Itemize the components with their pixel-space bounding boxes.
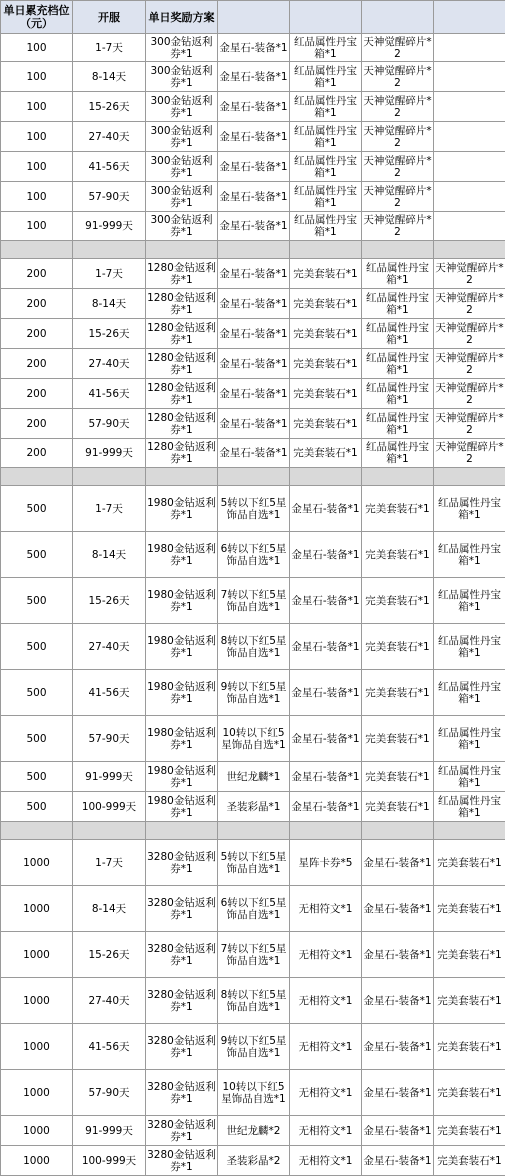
- reward-cell-5: 天神觉醒碎片*2: [434, 379, 505, 409]
- reward-cell-1: 1280金钻返利券*1: [146, 379, 218, 409]
- separator-cell: [218, 468, 290, 486]
- reward-cell-5: [434, 92, 505, 122]
- reward-cell-2: 7转以下红5星饰品自选*1: [218, 932, 290, 978]
- reward-cell-5: 红品属性丹宝箱*1: [434, 624, 505, 670]
- reward-cell-2: 5转以下红5星饰品自选*1: [218, 840, 290, 886]
- period-cell: 57-90天: [73, 1070, 146, 1116]
- reward-cell-1: 1280金钻返利券*1: [146, 439, 218, 468]
- reward-cell-2: 9转以下红5星饰品自选*1: [218, 670, 290, 716]
- reward-cell-4: 红品属性丹宝箱*1: [362, 439, 434, 468]
- reward-cell-2: 金星石-装备*1: [218, 259, 290, 289]
- table-row: [1, 1146, 505, 1176]
- table-row: [1, 578, 505, 624]
- reward-cell-3: 金星石-装备*1: [290, 762, 362, 792]
- reward-cell-3: 金星石-装备*1: [290, 486, 362, 532]
- table-row: [1, 182, 505, 212]
- tier-cell: 500: [1, 670, 73, 716]
- reward-cell-1: 300金钻返利券*1: [146, 212, 218, 241]
- tier-cell: 1000: [1, 886, 73, 932]
- reward-cell-1: 1980金钻返利券*1: [146, 486, 218, 532]
- table-row: [1, 978, 505, 1024]
- reward-cell-3: 无相符文*1: [290, 1024, 362, 1070]
- table-row: [1, 886, 505, 932]
- reward-cell-3: 金星石-装备*1: [290, 716, 362, 762]
- reward-cell-5: 完美套装石*1: [434, 1146, 505, 1176]
- header-recharge-tier: 单日累充档位（元）: [1, 1, 73, 34]
- reward-cell-2: 金星石-装备*1: [218, 212, 290, 241]
- table-row: [1, 259, 505, 289]
- separator-cell: [362, 822, 434, 840]
- reward-cell-1: 1980金钻返利券*1: [146, 792, 218, 822]
- reward-cell-5: 红品属性丹宝箱*1: [434, 716, 505, 762]
- reward-cell-1: 1980金钻返利券*1: [146, 670, 218, 716]
- period-cell: 100-999天: [73, 1146, 146, 1176]
- reward-cell-2: 金星石-装备*1: [218, 92, 290, 122]
- reward-cell-5: 完美套装石*1: [434, 886, 505, 932]
- separator-cell: [73, 468, 146, 486]
- reward-cell-4: 天神觉醒碎片*2: [362, 62, 434, 92]
- reward-cell-3: 星阵卡券*5: [290, 840, 362, 886]
- table-row: [1, 122, 505, 152]
- table-row: [1, 92, 505, 122]
- separator-cell: [73, 822, 146, 840]
- reward-cell-2: 金星石-装备*1: [218, 152, 290, 182]
- separator-cell: [146, 822, 218, 840]
- reward-cell-4: 红品属性丹宝箱*1: [362, 259, 434, 289]
- reward-cell-3: 完美套装石*1: [290, 289, 362, 319]
- header-reward-plan: 单日奖励方案: [146, 1, 218, 34]
- reward-cell-4: 完美套装石*1: [362, 792, 434, 822]
- separator-cell: [218, 822, 290, 840]
- separator-cell: [290, 822, 362, 840]
- reward-cell-4: 金星石-装备*1: [362, 1024, 434, 1070]
- reward-cell-1: 1980金钻返利券*1: [146, 532, 218, 578]
- reward-cell-5: 天神觉醒碎片*2: [434, 319, 505, 349]
- separator-cell: [218, 241, 290, 259]
- reward-cell-5: [434, 212, 505, 241]
- table-row: [1, 532, 505, 578]
- reward-cell-5: 红品属性丹宝箱*1: [434, 578, 505, 624]
- reward-cell-2: 6转以下红5星饰品自选*1: [218, 886, 290, 932]
- reward-cell-5: [434, 152, 505, 182]
- period-cell: 91-999天: [73, 1116, 146, 1146]
- period-cell: 15-26天: [73, 92, 146, 122]
- reward-cell-5: [434, 34, 505, 62]
- reward-cell-3: 完美套装石*1: [290, 409, 362, 439]
- tier-cell: 500: [1, 624, 73, 670]
- reward-cell-4: 红品属性丹宝箱*1: [362, 289, 434, 319]
- reward-cell-4: 完美套装石*1: [362, 486, 434, 532]
- reward-cell-3: 红品属性丹宝箱*1: [290, 122, 362, 152]
- reward-cell-2: 金星石-装备*1: [218, 182, 290, 212]
- reward-cell-1: 3280金钻返利券*1: [146, 886, 218, 932]
- period-cell: 91-999天: [73, 762, 146, 792]
- period-cell: 1-7天: [73, 486, 146, 532]
- separator-cell: [434, 241, 505, 259]
- table-row: [1, 762, 505, 792]
- reward-cell-2: 金星石-装备*1: [218, 439, 290, 468]
- reward-cell-1: 1980金钻返利券*1: [146, 716, 218, 762]
- tier-cell: 100: [1, 62, 73, 92]
- reward-cell-3: 红品属性丹宝箱*1: [290, 212, 362, 241]
- header-row: [1, 1, 505, 34]
- reward-cell-2: 7转以下红5星饰品自选*1: [218, 578, 290, 624]
- table-row: [1, 289, 505, 319]
- period-cell: 27-40天: [73, 978, 146, 1024]
- table-row: [1, 1116, 505, 1146]
- reward-cell-3: 红品属性丹宝箱*1: [290, 182, 362, 212]
- reward-cell-4: 金星石-装备*1: [362, 1070, 434, 1116]
- table-row: [1, 439, 505, 468]
- reward-cell-3: 金星石-装备*1: [290, 624, 362, 670]
- reward-cell-3: 红品属性丹宝箱*1: [290, 92, 362, 122]
- tier-cell: 500: [1, 762, 73, 792]
- reward-cell-1: 300金钻返利券*1: [146, 152, 218, 182]
- reward-cell-5: 红品属性丹宝箱*1: [434, 532, 505, 578]
- reward-cell-5: 完美套装石*1: [434, 1024, 505, 1070]
- reward-cell-3: 金星石-装备*1: [290, 792, 362, 822]
- reward-cell-1: 1980金钻返利券*1: [146, 624, 218, 670]
- period-cell: 8-14天: [73, 289, 146, 319]
- table-row: [1, 152, 505, 182]
- separator-cell: [434, 468, 505, 486]
- reward-cell-2: 9转以下红5星饰品自选*1: [218, 1024, 290, 1070]
- reward-cell-1: 1980金钻返利券*1: [146, 762, 218, 792]
- reward-cell-2: 圣装彩晶*1: [218, 792, 290, 822]
- reward-cell-3: 无相符文*1: [290, 1146, 362, 1176]
- reward-cell-4: 完美套装石*1: [362, 624, 434, 670]
- table-row: [1, 409, 505, 439]
- period-cell: 8-14天: [73, 886, 146, 932]
- reward-cell-1: 300金钻返利券*1: [146, 182, 218, 212]
- reward-cell-1: 3280金钻返利券*1: [146, 1024, 218, 1070]
- reward-cell-3: 完美套装石*1: [290, 349, 362, 379]
- period-cell: 57-90天: [73, 182, 146, 212]
- tier-cell: 1000: [1, 1116, 73, 1146]
- reward-cell-3: 红品属性丹宝箱*1: [290, 62, 362, 92]
- separator-cell: [362, 241, 434, 259]
- table-row: [1, 62, 505, 92]
- reward-cell-2: 世纪龙麟*1: [218, 762, 290, 792]
- period-cell: 41-56天: [73, 670, 146, 716]
- table-row: [1, 624, 505, 670]
- reward-cell-5: 完美套装石*1: [434, 1070, 505, 1116]
- reward-cell-1: 1980金钻返利券*1: [146, 578, 218, 624]
- reward-cell-3: 金星石-装备*1: [290, 670, 362, 716]
- tier-cell: 500: [1, 486, 73, 532]
- reward-cell-4: 红品属性丹宝箱*1: [362, 349, 434, 379]
- reward-cell-4: 天神觉醒碎片*2: [362, 152, 434, 182]
- reward-cell-3: 红品属性丹宝箱*1: [290, 34, 362, 62]
- header-blank-6: [434, 1, 505, 34]
- reward-cell-4: 天神觉醒碎片*2: [362, 182, 434, 212]
- reward-cell-5: 天神觉醒碎片*2: [434, 289, 505, 319]
- reward-cell-2: 8转以下红5星饰品自选*1: [218, 624, 290, 670]
- period-cell: 27-40天: [73, 122, 146, 152]
- reward-cell-5: 完美套装石*1: [434, 978, 505, 1024]
- reward-cell-1: 300金钻返利券*1: [146, 92, 218, 122]
- separator-cell: [290, 468, 362, 486]
- reward-cell-4: 天神觉醒碎片*2: [362, 122, 434, 152]
- reward-cell-1: 3280金钻返利券*1: [146, 932, 218, 978]
- table-row: [1, 932, 505, 978]
- reward-cell-4: 金星石-装备*1: [362, 886, 434, 932]
- header-blank-3: [218, 1, 290, 34]
- separator-cell: [434, 822, 505, 840]
- reward-cell-2: 金星石-装备*1: [218, 62, 290, 92]
- reward-cell-4: 红品属性丹宝箱*1: [362, 379, 434, 409]
- separator-cell: [1, 241, 73, 259]
- reward-cell-5: 完美套装石*1: [434, 1116, 505, 1146]
- reward-cell-3: 完美套装石*1: [290, 319, 362, 349]
- period-cell: 15-26天: [73, 319, 146, 349]
- reward-cell-4: 完美套装石*1: [362, 532, 434, 578]
- tier-cell: 1000: [1, 1024, 73, 1070]
- reward-cell-5: [434, 182, 505, 212]
- reward-cell-4: 金星石-装备*1: [362, 840, 434, 886]
- reward-cell-5: [434, 122, 505, 152]
- reward-cell-4: 完美套装石*1: [362, 578, 434, 624]
- reward-cell-1: 1280金钻返利券*1: [146, 319, 218, 349]
- reward-cell-3: 无相符文*1: [290, 1116, 362, 1146]
- reward-cell-5: 红品属性丹宝箱*1: [434, 670, 505, 716]
- reward-cell-5: 红品属性丹宝箱*1: [434, 762, 505, 792]
- period-cell: 27-40天: [73, 349, 146, 379]
- period-cell: 41-56天: [73, 1024, 146, 1070]
- tier-cell: 200: [1, 349, 73, 379]
- reward-cell-5: [434, 62, 505, 92]
- header-blank-5: [362, 1, 434, 34]
- period-cell: 57-90天: [73, 409, 146, 439]
- reward-cell-1: 1280金钻返利券*1: [146, 289, 218, 319]
- table-row: [1, 792, 505, 822]
- reward-cell-1: 1280金钻返利券*1: [146, 349, 218, 379]
- tier-cell: 100: [1, 212, 73, 241]
- reward-cell-3: 无相符文*1: [290, 886, 362, 932]
- tier-cell: 100: [1, 182, 73, 212]
- reward-cell-5: 天神觉醒碎片*2: [434, 349, 505, 379]
- separator-cell: [362, 468, 434, 486]
- period-cell: 8-14天: [73, 532, 146, 578]
- reward-cell-5: 完美套装石*1: [434, 932, 505, 978]
- reward-cell-3: 完美套装石*1: [290, 379, 362, 409]
- reward-cell-3: 无相符文*1: [290, 932, 362, 978]
- reward-cell-2: 圣装彩晶*2: [218, 1146, 290, 1176]
- tier-cell: 200: [1, 379, 73, 409]
- reward-cell-4: 金星石-装备*1: [362, 978, 434, 1024]
- table-row: [1, 379, 505, 409]
- reward-cell-1: 300金钻返利券*1: [146, 122, 218, 152]
- reward-table-body: [1, 34, 505, 1176]
- reward-cell-2: 金星石-装备*1: [218, 289, 290, 319]
- table-row: [1, 1024, 505, 1070]
- reward-cell-2: 金星石-装备*1: [218, 379, 290, 409]
- period-cell: 1-7天: [73, 34, 146, 62]
- reward-cell-1: 1280金钻返利券*1: [146, 409, 218, 439]
- reward-cell-1: 3280金钻返利券*1: [146, 978, 218, 1024]
- reward-cell-5: 红品属性丹宝箱*1: [434, 792, 505, 822]
- reward-cell-5: 天神觉醒碎片*2: [434, 439, 505, 468]
- reward-cell-3: 完美套装石*1: [290, 259, 362, 289]
- tier-cell: 500: [1, 578, 73, 624]
- reward-cell-5: 红品属性丹宝箱*1: [434, 486, 505, 532]
- tier-cell: 1000: [1, 1146, 73, 1176]
- table-row: [1, 319, 505, 349]
- reward-cell-4: 金星石-装备*1: [362, 932, 434, 978]
- tier-cell: 100: [1, 122, 73, 152]
- tier-cell: 200: [1, 289, 73, 319]
- tier-cell: 500: [1, 716, 73, 762]
- reward-cell-2: 8转以下红5星饰品自选*1: [218, 978, 290, 1024]
- tier-cell: 1000: [1, 932, 73, 978]
- reward-cell-4: 天神觉醒碎片*2: [362, 212, 434, 241]
- separator-cell: [73, 241, 146, 259]
- reward-cell-5: 完美套装石*1: [434, 840, 505, 886]
- reward-cell-4: 天神觉醒碎片*2: [362, 92, 434, 122]
- tier-cell: 500: [1, 792, 73, 822]
- separator-cell: [146, 468, 218, 486]
- separator-cell: [146, 241, 218, 259]
- period-cell: 15-26天: [73, 932, 146, 978]
- reward-cell-2: 金星石-装备*1: [218, 122, 290, 152]
- period-cell: 41-56天: [73, 152, 146, 182]
- reward-cell-2: 金星石-装备*1: [218, 409, 290, 439]
- reward-cell-5: 天神觉醒碎片*2: [434, 409, 505, 439]
- period-cell: 41-56天: [73, 379, 146, 409]
- period-cell: 91-999天: [73, 212, 146, 241]
- period-cell: 1-7天: [73, 259, 146, 289]
- reward-cell-1: 3280金钻返利券*1: [146, 1116, 218, 1146]
- header-blank-4: [290, 1, 362, 34]
- group-separator-row: [1, 822, 505, 840]
- tier-cell: 200: [1, 439, 73, 468]
- reward-cell-3: 红品属性丹宝箱*1: [290, 152, 362, 182]
- reward-cell-3: 金星石-装备*1: [290, 578, 362, 624]
- table-row: [1, 486, 505, 532]
- reward-cell-3: 无相符文*1: [290, 978, 362, 1024]
- tier-cell: 100: [1, 92, 73, 122]
- reward-cell-4: 红品属性丹宝箱*1: [362, 409, 434, 439]
- reward-cell-2: 金星石-装备*1: [218, 349, 290, 379]
- reward-cell-5: 天神觉醒碎片*2: [434, 259, 505, 289]
- tier-cell: 500: [1, 532, 73, 578]
- table-row: [1, 670, 505, 716]
- reward-cell-4: 完美套装石*1: [362, 670, 434, 716]
- reward-cell-1: 300金钻返利券*1: [146, 62, 218, 92]
- period-cell: 91-999天: [73, 439, 146, 468]
- header-server-open: 开服: [73, 1, 146, 34]
- reward-cell-2: 金星石-装备*1: [218, 319, 290, 349]
- table-row: [1, 716, 505, 762]
- period-cell: 57-90天: [73, 716, 146, 762]
- group-separator-row: [1, 241, 505, 259]
- period-cell: 1-7天: [73, 840, 146, 886]
- reward-cell-1: 1280金钻返利券*1: [146, 259, 218, 289]
- reward-cell-4: 金星石-装备*1: [362, 1116, 434, 1146]
- tier-cell: 1000: [1, 1070, 73, 1116]
- reward-cell-2: 金星石-装备*1: [218, 34, 290, 62]
- reward-cell-4: 完美套装石*1: [362, 716, 434, 762]
- reward-cell-3: 完美套装石*1: [290, 439, 362, 468]
- reward-cell-2: 6转以下红5星饰品自选*1: [218, 532, 290, 578]
- table-row: [1, 212, 505, 241]
- reward-cell-1: 3280金钻返利券*1: [146, 1070, 218, 1116]
- reward-cell-2: 世纪龙麟*2: [218, 1116, 290, 1146]
- table-row: [1, 1070, 505, 1116]
- reward-cell-1: 3280金钻返利券*1: [146, 1146, 218, 1176]
- reward-cell-4: 金星石-装备*1: [362, 1146, 434, 1176]
- table-row: [1, 840, 505, 886]
- reward-cell-1: 3280金钻返利券*1: [146, 840, 218, 886]
- separator-cell: [1, 822, 73, 840]
- tier-cell: 100: [1, 152, 73, 182]
- reward-cell-4: 红品属性丹宝箱*1: [362, 319, 434, 349]
- reward-cell-3: 无相符文*1: [290, 1070, 362, 1116]
- tier-cell: 200: [1, 259, 73, 289]
- period-cell: 15-26天: [73, 578, 146, 624]
- tier-cell: 1000: [1, 978, 73, 1024]
- separator-cell: [1, 468, 73, 486]
- reward-cell-1: 300金钻返利券*1: [146, 34, 218, 62]
- reward-cell-4: 天神觉醒碎片*2: [362, 34, 434, 62]
- reward-cell-3: 金星石-装备*1: [290, 532, 362, 578]
- period-cell: 8-14天: [73, 62, 146, 92]
- period-cell: 27-40天: [73, 624, 146, 670]
- reward-cell-2: 10转以下红5星饰品自选*1: [218, 716, 290, 762]
- table-row: [1, 34, 505, 62]
- reward-cell-2: 5转以下红5星饰品自选*1: [218, 486, 290, 532]
- table-row: [1, 349, 505, 379]
- separator-cell: [290, 241, 362, 259]
- tier-cell: 1000: [1, 840, 73, 886]
- tier-cell: 200: [1, 409, 73, 439]
- reward-cell-2: 10转以下红5星饰品自选*1: [218, 1070, 290, 1116]
- tier-cell: 200: [1, 319, 73, 349]
- group-separator-row: [1, 468, 505, 486]
- tier-cell: 100: [1, 34, 73, 62]
- period-cell: 100-999天: [73, 792, 146, 822]
- reward-cell-4: 完美套装石*1: [362, 762, 434, 792]
